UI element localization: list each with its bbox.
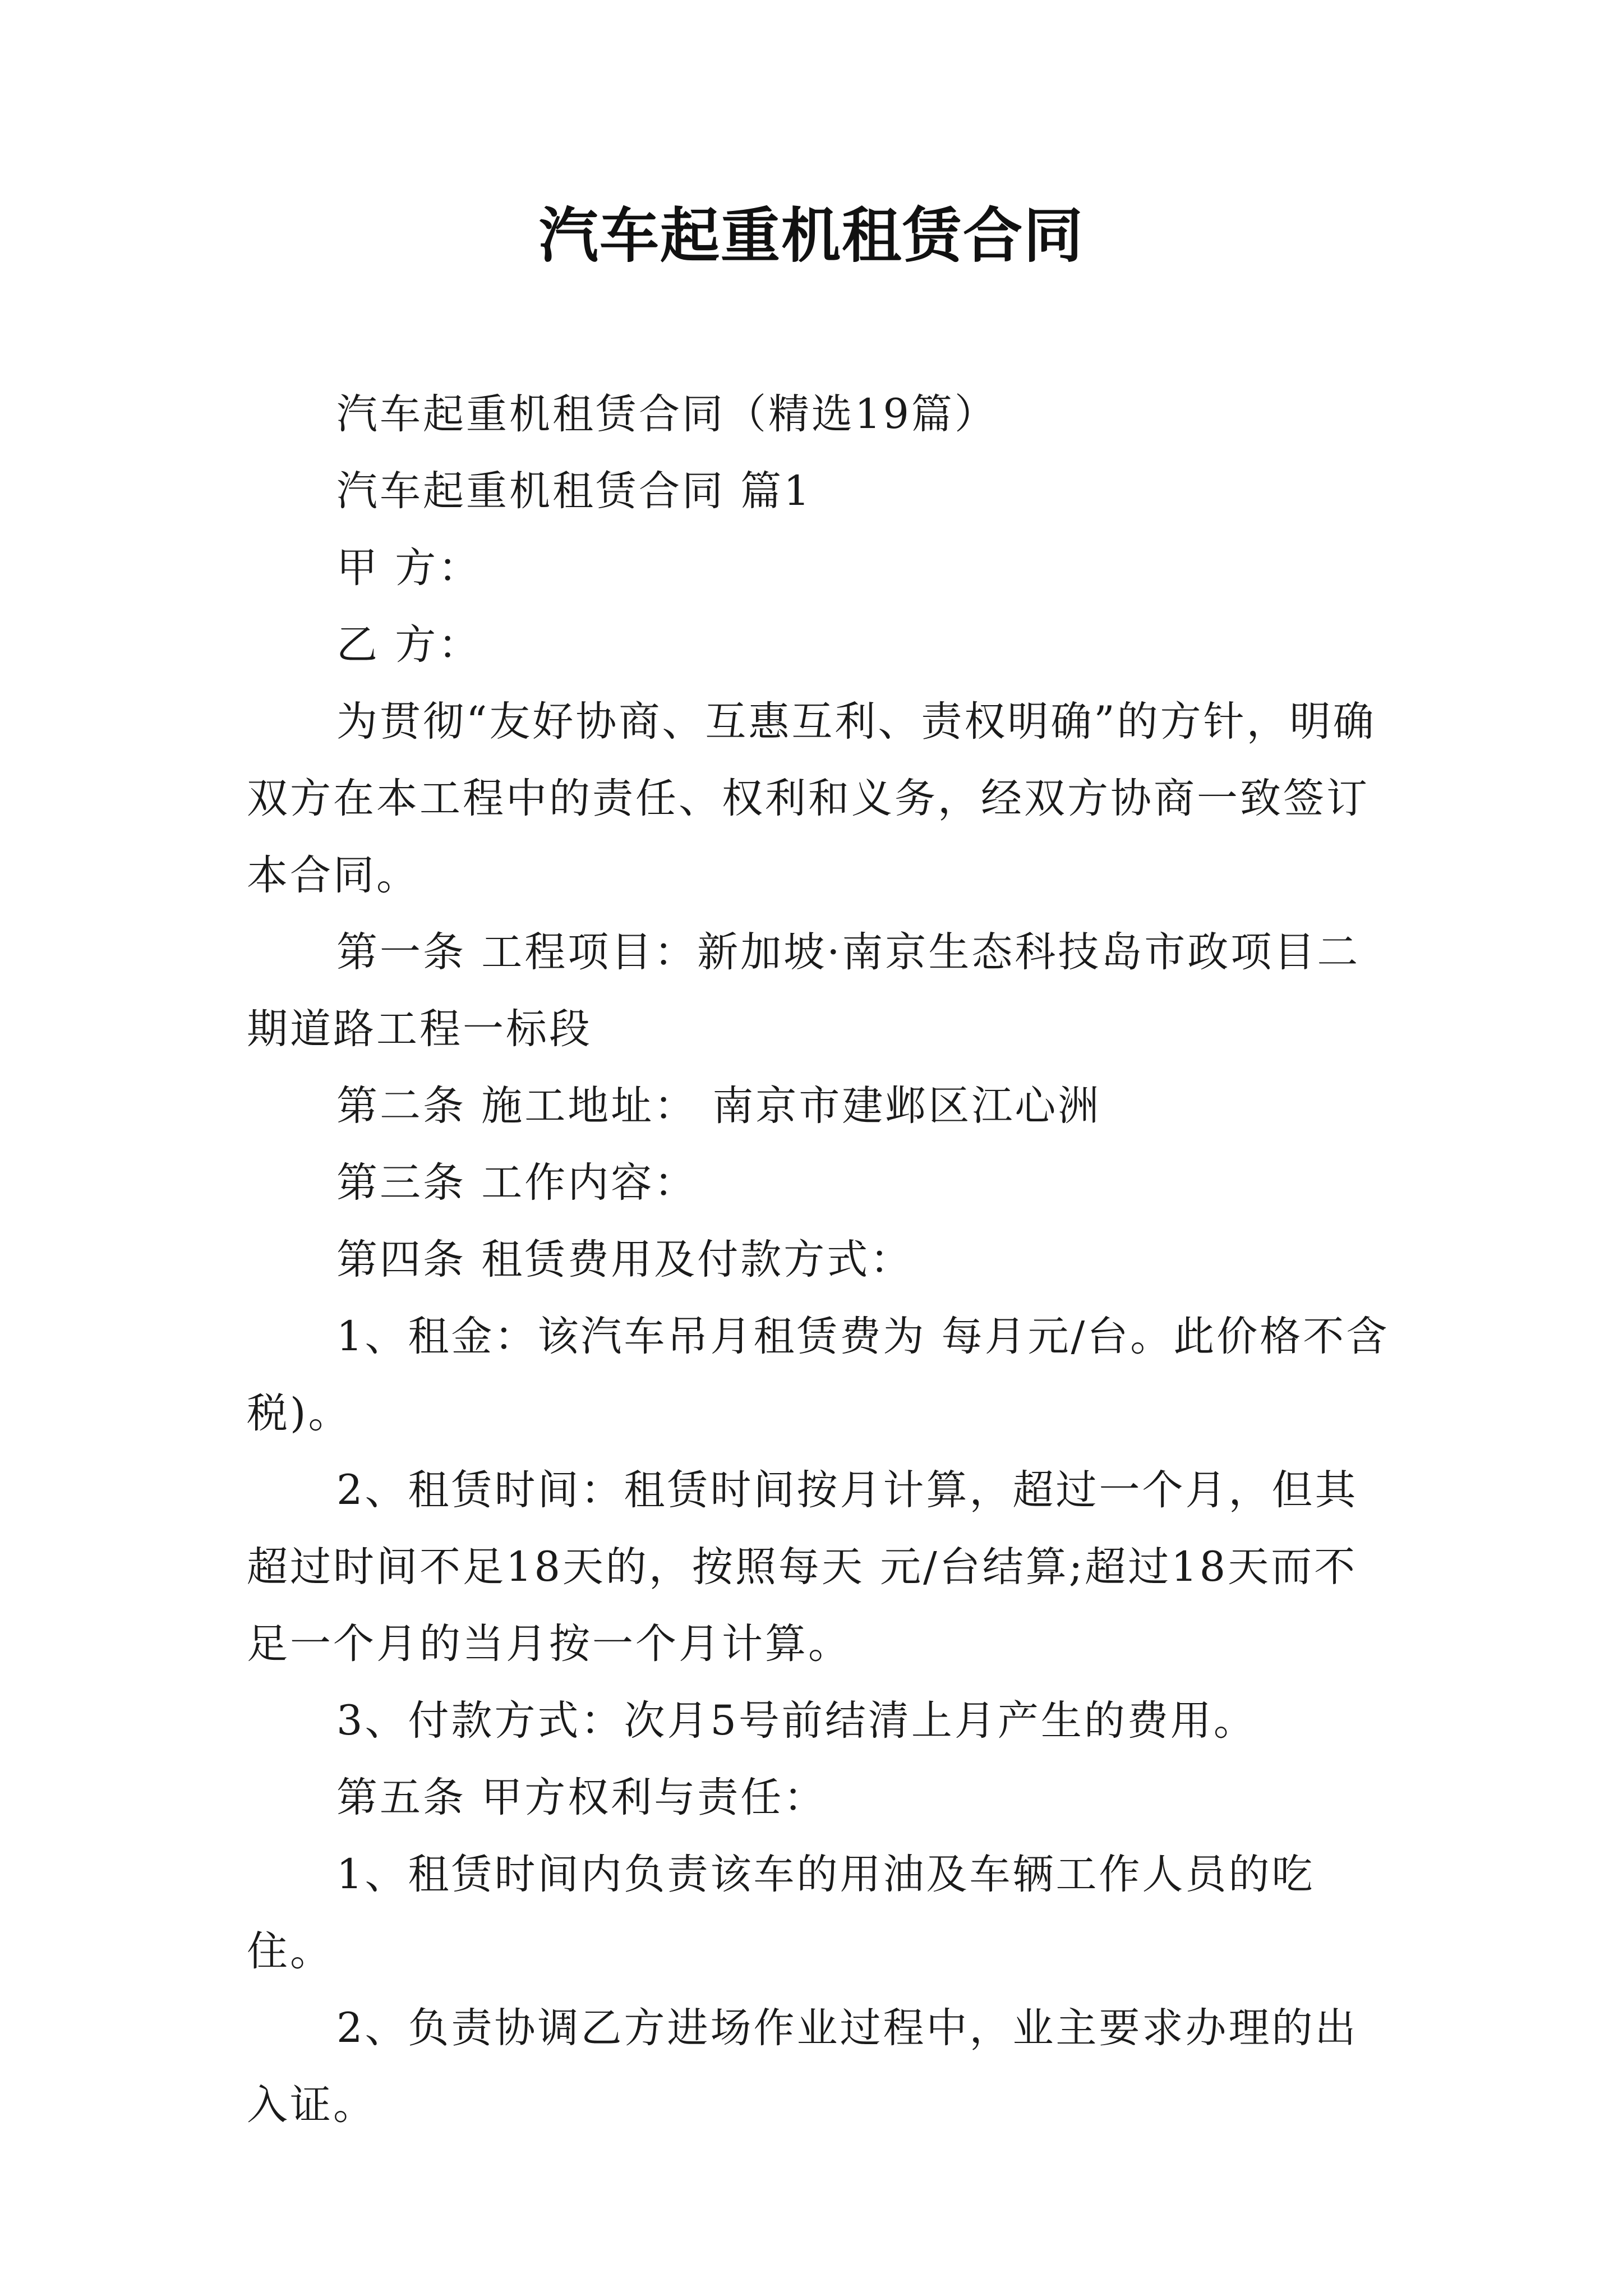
- document-body: [247, 376, 1391, 2143]
- paragraph-article-4: 第四条 租赁费用及付款方式：: [336, 1236, 914, 1283]
- paragraph-party-b: 乙 方：: [336, 621, 482, 669]
- paragraph-article-5: 第五条 甲方权利与责任：: [336, 1774, 827, 1821]
- paragraph-article-4-item-2: 2、租赁时间：租赁时间按月计算，超过一个月，但其超过时间不足18天的，按照每天 元/台结算;超过18天而不足一个月的当月按一个月计算。: [247, 1466, 1358, 1668]
- paragraph-preamble: 为贯彻“友好协商、互惠互利、责权明确”的方针，明确双方在本工程中的责任、权利和义务，经双方协商一致签订本合同。: [247, 698, 1376, 899]
- document-title: 汽车起重机租赁合同: [539, 200, 1084, 270]
- paragraph-article-4-item-1: 1、租金：该汽车吊月租赁费为 每月元/台。此价格不含税)。: [247, 1313, 1390, 1437]
- paragraph-article-5-item-2: 2、负责协调乙方进场作业过程中，业主要求办理的出入证。: [247, 2004, 1358, 2129]
- paragraph-article-2: 第二条 施工地址： 南京市建邺区江心洲: [336, 1082, 1101, 1130]
- paragraph-party-a: 甲 方：: [336, 544, 482, 592]
- paragraph-subtitle: 汽车起重机租赁合同（精选19篇）: [336, 390, 998, 438]
- paragraph-article-1: 第一条 工程项目：新加坡·南京生态科技岛市政项目二期道路工程一标段: [247, 928, 1361, 1053]
- paragraph-article-5-item-1: 1、租赁时间内负责该车的用油及车辆工作人员的吃住。: [247, 1851, 1315, 1975]
- paragraph-section-heading: 汽车起重机租赁合同 篇1: [336, 467, 812, 515]
- paragraph-article-4-item-3: 3、付款方式：次月5号前结清上月产生的费用。: [336, 1697, 1257, 1745]
- paragraph-article-3: 第三条 工作内容：: [336, 1159, 698, 1207]
